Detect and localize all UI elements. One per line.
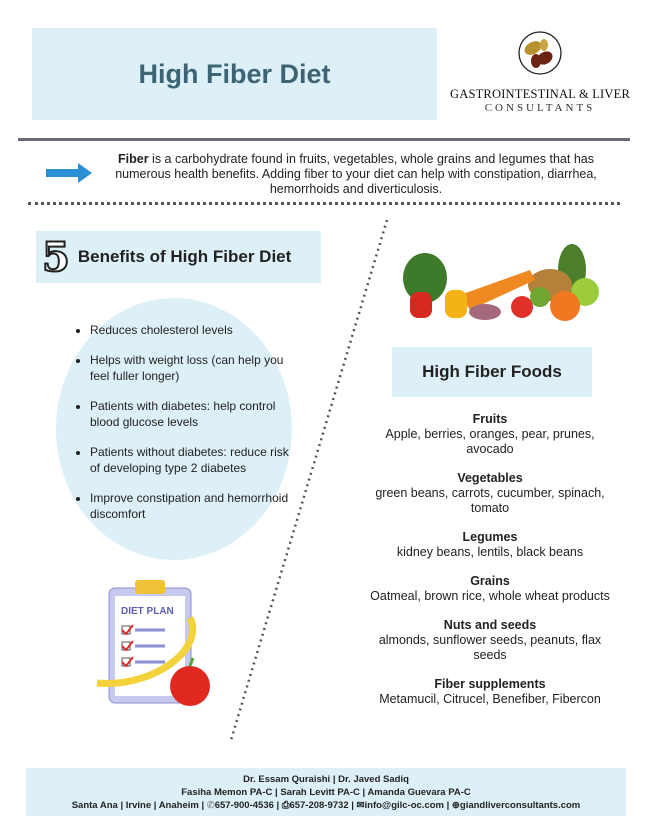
foods-list: [362, 412, 618, 721]
footer-locations: Santa Ana | Irvine | Anaheim |: [71, 800, 205, 811]
vegetables-image: [400, 240, 610, 325]
dotted-divider: [28, 202, 620, 205]
category-name: Nuts and seeds: [443, 618, 537, 632]
category-name: Fiber supplements: [434, 677, 546, 691]
globe-icon: ⊕: [451, 800, 460, 811]
benefits-number: 5: [42, 233, 70, 281]
footer: [26, 768, 626, 816]
foods-heading: High Fiber Foods: [392, 347, 592, 397]
category-items: green beans, carrots, cucumber, spinach, tomato: [375, 486, 605, 515]
benefits-header: [36, 231, 321, 283]
category-name: Grains: [470, 574, 510, 588]
logo: [445, 28, 635, 118]
footer-doctors: Dr. Essam Quraishi | Dr. Javed Sadiq: [243, 774, 409, 785]
benefit-item: • Improve constipation and hemorrhoid discomfort: [90, 490, 291, 522]
footer-pas: Fasiha Memon PA-C | Sarah Levitt PA-C | Amanda Guevara PA-C: [181, 787, 471, 798]
email-icon: ✉: [356, 800, 365, 811]
phone-icon: ✆: [206, 800, 215, 811]
intro-bold: Fiber: [118, 152, 149, 166]
intro-body: is a carbohydrate found in fruits, vegetables, whole grains and legumes that has numerous health benefits. Adding fiber to your diet can help with constipation, diarrhea, hemorrhoids and diverticulosis.: [115, 152, 597, 196]
category-name: Legumes: [462, 530, 518, 544]
page-title: High Fiber Diet: [138, 58, 331, 89]
benefit-item: • Reduces cholesterol levels: [90, 322, 291, 338]
divider: [18, 138, 630, 141]
benefit-item: • Helps with weight loss (can help you feel fuller longer): [90, 352, 291, 384]
category-items: Apple, berries, oranges, pear, prunes, avocado: [385, 427, 595, 456]
footer-email[interactable]: info@gilc-oc.com: [364, 800, 444, 811]
category-name: Fruits: [472, 412, 508, 426]
title-banner: [32, 28, 437, 120]
intro-text: [96, 152, 616, 197]
category-items: kidney beans, lentils, black beans: [396, 545, 584, 559]
logo-icon: [515, 28, 565, 78]
food-category: [362, 677, 618, 707]
footer-phone[interactable]: 657-900-4536: [214, 800, 274, 811]
food-category: [362, 618, 618, 663]
food-category: [362, 530, 618, 560]
footer-contact: Santa Ana | Irvine | Anaheim | ✆657-900-4536 | ⎙657-208-9732 | ✉info@gilc-oc.com | ⊕giandliverconsultants.com: [71, 800, 581, 811]
food-category: [362, 574, 618, 604]
footer-fax: 657-208-9732: [289, 800, 349, 811]
diet-plan-illustration: [95, 578, 220, 713]
food-category: [362, 471, 618, 516]
category-name: Vegetables: [457, 471, 523, 485]
category-items: Metamucil, Citrucel, Benefiber, Fibercon: [379, 692, 601, 706]
logo-line1: GASTROINTESTINAL & LIVER: [449, 87, 630, 101]
clipboard-icon: [95, 578, 220, 713]
logo-line2: CONSULTANTS: [484, 102, 596, 114]
food-category: [362, 412, 618, 457]
benefit-item: • Patients with diabetes: help control blood glucose levels: [90, 398, 291, 430]
benefit-item: • Patients without diabetes: reduce risk of developing type 2 diabetes: [90, 444, 291, 476]
benefits-list: [76, 322, 291, 536]
fax-icon: ⎙: [281, 800, 290, 811]
clipboard-label: DIET PLAN: [121, 606, 174, 617]
benefits-heading: Benefits of High Fiber Diet: [77, 247, 292, 266]
arrow-icon: [44, 162, 94, 184]
category-items: Oatmeal, brown rice, whole wheat products: [370, 589, 610, 603]
category-items: almonds, sunflower seeds, peanuts, flax seeds: [378, 633, 602, 662]
footer-website[interactable]: giandliverconsultants.com: [459, 800, 581, 811]
